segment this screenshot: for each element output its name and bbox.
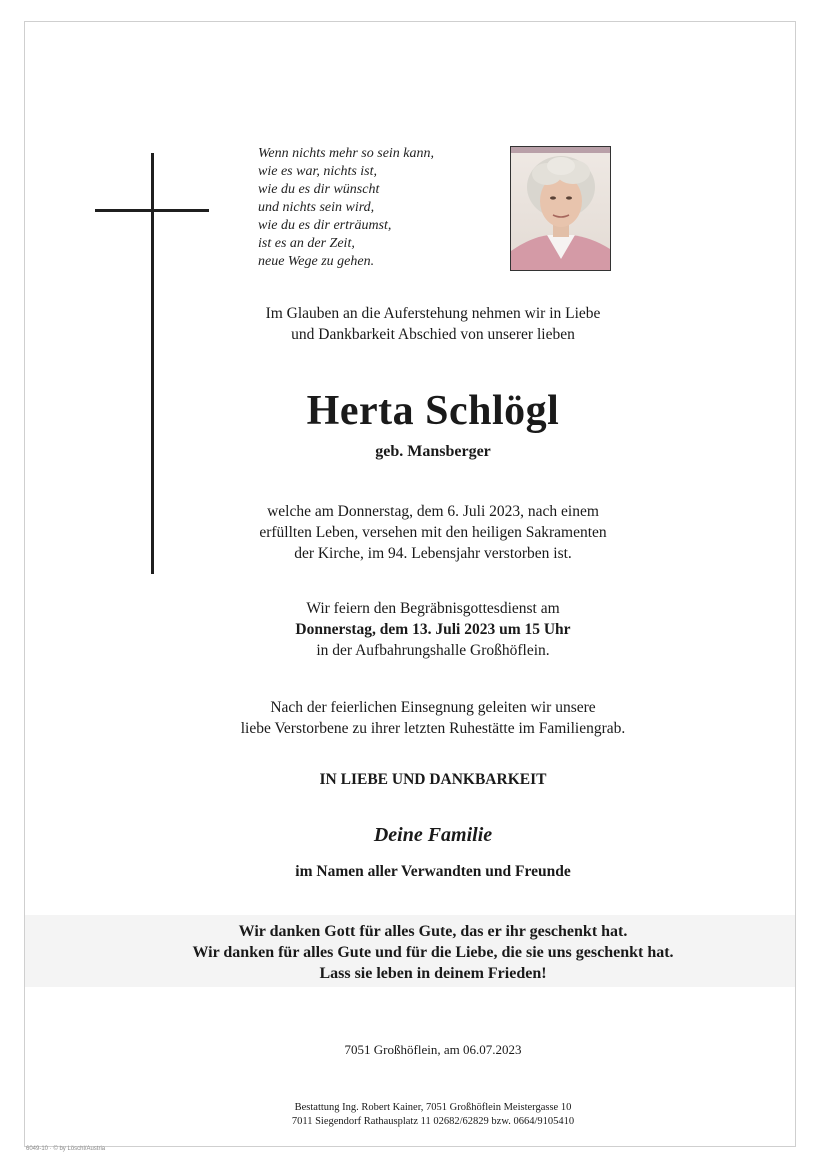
poem-line: und nichts sein wird, — [258, 200, 375, 215]
poem-line: wie du es dir erträumst, — [258, 218, 392, 233]
poem-line: Wenn nichts mehr so sein kann, — [258, 146, 435, 161]
family-signature: Deine Familie — [373, 824, 493, 846]
death-notice-line: erfüllten Leben, versehen mit den heiligen Sakramenten — [259, 524, 607, 541]
deceased-name: Herta Schlögl — [306, 388, 560, 434]
place-date: 7051 Großhöflein, am 06.07.2023 — [344, 1042, 522, 1057]
poem-line: ist es an der Zeit, — [258, 236, 355, 251]
burial-line: Nach der feierlichen Einsegnung geleiten wir unsere — [270, 699, 596, 716]
thanks-line: Lass sie leben in deinem Frieden! — [319, 965, 547, 982]
poem-line: wie du es dir wünscht — [258, 182, 380, 197]
death-notice — [130, 501, 736, 564]
intro-text — [130, 303, 736, 345]
funeral-date-time: Donnerstag, dem 13. Juli 2023 um 15 Uhr — [295, 621, 571, 638]
thanks-line: Wir danken Gott für alles Gute, das er ihr geschenkt hat. — [238, 923, 628, 940]
death-notice-line: der Kirche, im 94. Lebensjahr verstorben ist. — [294, 545, 572, 562]
undertaker-line: Bestattung Ing. Robert Kainer, 7051 Großhöflein Meistergasse 10 — [294, 1102, 572, 1113]
poem-line: wie es war, nichts ist, — [258, 164, 378, 179]
thanks-line: Wir danken für alles Gute und für die Liebe, die sie uns geschenkt hat. — [192, 944, 674, 961]
undertaker-line: 7011 Siegendorf Rathausplatz 11 02682/62829 bzw. 0664/9105410 — [291, 1116, 575, 1127]
love-heading: IN LIEBE UND DANKBARKEIT — [319, 771, 547, 788]
intro-line: Im Glauben an die Auferstehung nehmen wir in Liebe — [265, 305, 601, 322]
relatives-line: im Namen aller Verwandten und Freunde — [295, 863, 571, 880]
thanks-text — [90, 921, 776, 984]
funeral-info — [130, 598, 736, 661]
burial-line: liebe Verstorbene zu ihrer letzten Ruhestätte im Familiengrab. — [240, 720, 626, 737]
portrait-image — [511, 147, 610, 270]
poem-line: neue Wege zu gehen. — [258, 254, 375, 269]
portrait-photo — [510, 146, 611, 271]
cross-horizontal-bar — [95, 209, 209, 212]
maiden-name: geb. Mansberger — [375, 443, 491, 460]
funeral-intro: Wir feiern den Begräbnisgottesdienst am — [306, 600, 560, 617]
print-mark: 6049-10 · © by Löschl/Austria — [26, 1146, 106, 1152]
undertaker-info — [130, 1101, 736, 1129]
death-notice-line: welche am Donnerstag, dem 6. Juli 2023, nach einem — [267, 503, 599, 520]
intro-line: und Dankbarkeit Abschied von unserer lieben — [291, 326, 575, 343]
funeral-location: in der Aufbahrungshalle Großhöflein. — [316, 642, 550, 659]
poem — [258, 145, 488, 271]
burial-info — [130, 697, 736, 739]
